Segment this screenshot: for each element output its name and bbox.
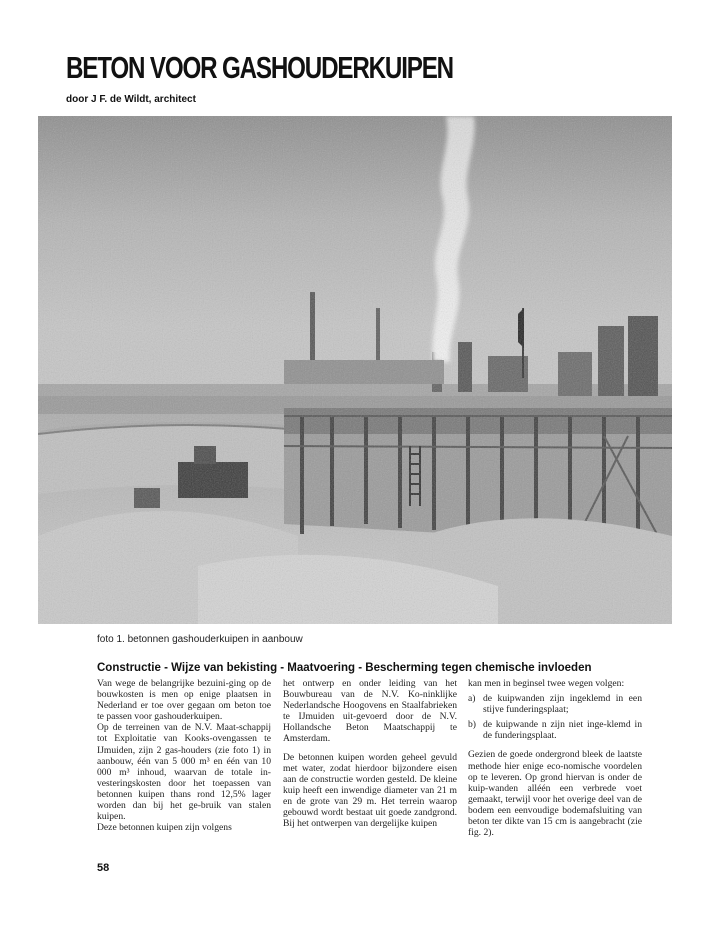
text-column-1	[97, 678, 271, 833]
article-byline: door J F. de Wildt, architect	[66, 94, 196, 105]
paragraph: kan men in beginsel twee wegen volgen:	[468, 678, 625, 689]
paragraph: Van wege de belangrijke bezuini-ging op de bouwkosten is men op enige plaatsen in Nederland er toe over gegaan om beton toe te passen voor gashouderkuipen.	[97, 678, 271, 723]
list-item-text: de kuipwanden zijn ingeklemd in een stijve funderingsplaat;	[483, 693, 642, 716]
paragraph: De betonnen kuipen worden geheel gevuld met water, zodat hierdoor bijzondere eisen aan de constructie worden gesteld. De kleine kuip heeft een inwendige diameter van 21 m en de grote van 29 m. Het terrein waarop gebouwd wordt bestaat uit goede zandgrond. Bij het ontwerpen van dergelijke kuipen	[283, 751, 457, 830]
list-item	[468, 693, 642, 715]
list-item-text: de kuipwande n zijn niet inge-klemd in de funderingsplaat.	[483, 719, 642, 742]
text-column-3	[468, 678, 642, 845]
list-marker: a)	[468, 693, 476, 705]
paragraph: Deze betonnen kuipen zijn volgens	[97, 822, 232, 834]
article-title: BETON VOOR GASHOUDERKUIPEN	[66, 50, 453, 85]
paragraph: Gezien de goede ondergrond bleek de laatste methode hier enige eco-nomische voordelen op te leveren. Op grond hiervan is onder de kuip-wanden alléén een verbrede voet gemaakt, terwijl voor het overige deel van de bodem een eenvoudige bodemafsluiting van beton ter dikte van 15 cm is aangebracht (zie fig. 2).	[468, 749, 642, 839]
construction-photo	[38, 116, 672, 624]
list-item	[468, 719, 642, 741]
text-column-2	[283, 678, 457, 836]
photo-caption: foto 1. betonnen gashouderkuipen in aanbouw	[97, 634, 303, 645]
paragraph: Op de terreinen van de N.V. Maat-schappij tot Exploitatie van Kooks-ovengassen te IJmuiden, zijn 2 gas-houders (zie foto 1) in aanbouw, één van 5 000 m³ en één van 10 000 m³ inhoud, waarvan de totale in-vesteringskosten door het toepassen van betonnen kuipen thans rond 12,5% lager worden dan bij het ge-bruik van stalen kuipen.	[97, 722, 271, 823]
list-marker: b)	[468, 719, 476, 731]
page-number: 58	[97, 862, 110, 874]
section-heading: Constructie - Wijze van bekisting - Maatvoering - Bescherming tegen chemische invloeden	[97, 662, 592, 674]
paragraph: het ontwerp en onder leiding van het Bouwbureau van de N.V. Ko-ninklijke Nederlandsche Hoogovens en Staalfabrieken te IJmuiden uit-gevoerd door de N.V. Hollandsche Beton Maatschappij te Amsterdam.	[283, 678, 457, 745]
